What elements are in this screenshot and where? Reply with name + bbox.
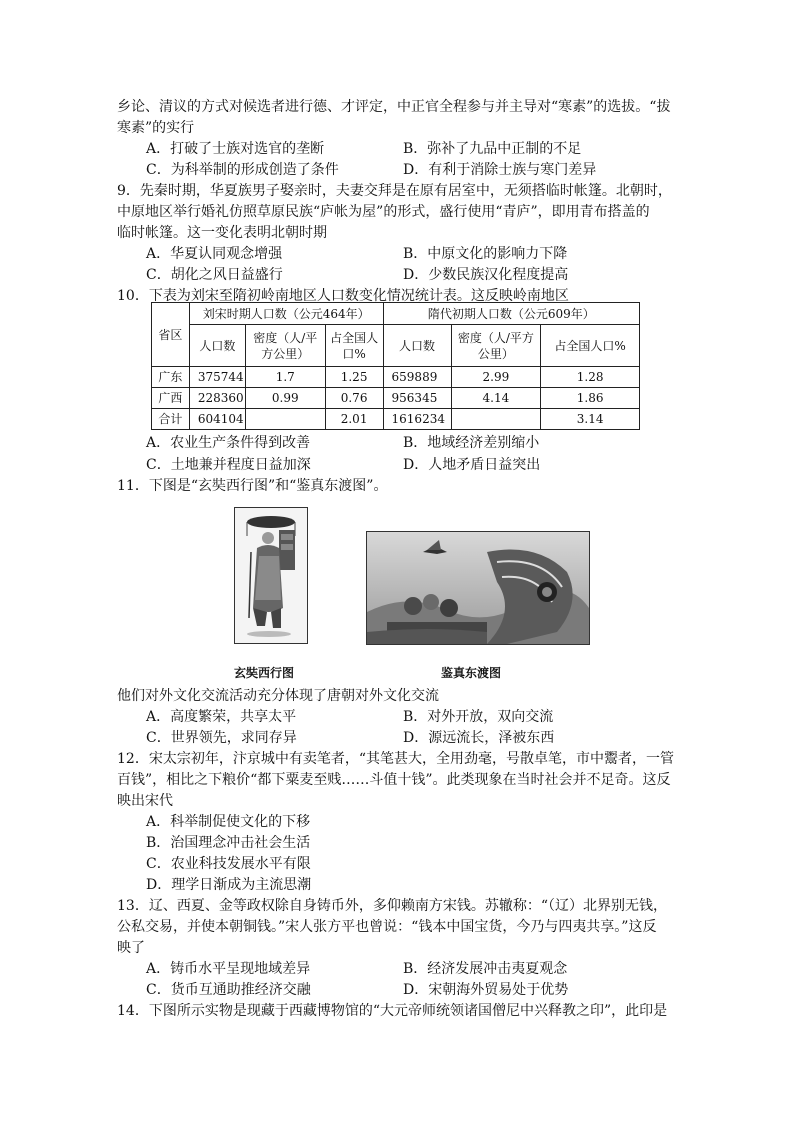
q10-option-b: B．地域经济差别缩小 <box>403 435 540 451</box>
header-pop-sui: 人口数 <box>383 325 451 367</box>
table-row <box>152 367 640 388</box>
population-table <box>151 302 640 430</box>
cell-density-sui <box>451 409 541 430</box>
q11-option-a: A．高度繁荣，共享太平 <box>146 709 297 725</box>
header-region: 省区 <box>152 303 190 367</box>
table-row <box>152 409 640 430</box>
q9-option-a: A．华夏认同观念增强 <box>146 246 283 262</box>
q11-option-d: D．源远流长，泽被东西 <box>403 730 555 746</box>
q13-stem-line3: 映了 <box>117 940 145 956</box>
xuanzang-caption: 玄奘西行图 <box>234 666 295 680</box>
q13-option-b: B．经济发展冲击夷夏观念 <box>403 961 568 977</box>
xuanzang-illustration <box>235 508 307 643</box>
q8-stem-line2: 寒素”的实行 <box>117 120 195 136</box>
header-pop-song: 人口数 <box>189 325 245 367</box>
q12-stem-line3: 映出宋代 <box>117 793 173 809</box>
q8-option-b: B．弥补了九品中正制的不足 <box>403 141 582 157</box>
q9-stem-line2: 中原地区举行婚礼仿照草原民族“庐帐为屋”的形式，盛行使用“青庐”，即用青布搭盖的 <box>117 204 650 220</box>
cell-pop-sui: 659889 <box>383 367 451 388</box>
cell-share-song: 1.25 <box>325 367 383 388</box>
header-density-song: 密度（人/平方公里） <box>245 325 325 367</box>
q11-option-b: B．对外开放，双向交流 <box>403 709 554 725</box>
q12-option-c: C．农业科技发展水平有限 <box>146 856 311 872</box>
q9-option-d: D．少数民族汉化程度提高 <box>403 267 569 283</box>
q13-stem-line2: 公私交易，并使本朝铜钱。”宋人张方平也曾说：“钱本中国宝货，今乃与四夷共享。”这反 <box>117 919 657 935</box>
jianzhen-caption: 鉴真东渡图 <box>441 666 502 680</box>
cell-pop-sui: 956345 <box>383 388 451 409</box>
q10-option-d: D．人地矛盾日益突出 <box>403 457 541 473</box>
q8-option-d: D．有利于消除士族与寒门差异 <box>403 162 597 178</box>
cell-density-song <box>245 409 325 430</box>
cell-pop-song: 228360 <box>189 388 245 409</box>
q9-option-b: B．中原文化的影响力下降 <box>403 246 568 262</box>
q12-option-a: A．科举制促使文化的下移 <box>146 814 311 830</box>
jianzhen-figure <box>366 531 590 645</box>
q13-option-c: C．货币互通助推经济交融 <box>146 982 311 998</box>
q9-stem-line1: 9．先秦时期，华夏族男子娶亲时，夫妻交拜是在原有居室中，无须搭临时帐篷。北朝时， <box>117 183 672 199</box>
cell-density-song: 1.7 <box>245 367 325 388</box>
q10-stem: 10．下表为刘宋至隋初岭南地区人口数变化情况统计表。这反映岭南地区 <box>117 288 569 304</box>
q13-option-a: A．铸币水平呈现地域差异 <box>146 961 311 977</box>
q12-option-b: B．治国理念冲击社会生活 <box>146 835 311 851</box>
header-sui: 隋代初期人口数（公元609年） <box>383 303 639 325</box>
cell-share-sui: 1.86 <box>541 388 640 409</box>
q11-stem2: 他们对外文化交流活动充分体现了唐朝对外文化交流 <box>117 688 439 704</box>
header-liu-song: 刘宋时期人口数（公元464年） <box>189 303 383 325</box>
cell-pop-song: 375744 <box>189 367 245 388</box>
q10-option-c: C．土地兼并程度日益加深 <box>146 457 311 473</box>
cell-region: 广东 <box>152 367 190 388</box>
q8-option-a: A．打破了士族对选官的垄断 <box>146 141 325 157</box>
q12-stem-line2: 百钱”，相比之下粮价“都下粟麦至贱……斗值十钱”。此类现象在当时社会并不足奇。这反 <box>117 772 671 788</box>
cell-density-sui: 2.99 <box>451 367 541 388</box>
cell-region: 广西 <box>152 388 190 409</box>
table-row <box>152 388 640 409</box>
jianzhen-illustration <box>367 532 589 644</box>
q8-option-c: C．为科举制的形成创造了条件 <box>146 162 339 178</box>
cell-share-sui: 3.14 <box>541 409 640 430</box>
q11-stem: 11．下图是“玄奘西行图”和“鉴真东渡图”。 <box>117 478 388 494</box>
q9-option-c: C．胡化之风日益盛行 <box>146 267 283 283</box>
cell-region: 合计 <box>152 409 190 430</box>
cell-density-song: 0.99 <box>245 388 325 409</box>
cell-share-song: 2.01 <box>325 409 383 430</box>
q10-option-a: A．农业生产条件得到改善 <box>146 435 311 451</box>
cell-pop-song: 604104 <box>189 409 245 430</box>
q12-stem-line1: 12．宋太宗初年，汴京城中有卖笔者，“其笔甚大，全用劲毫，号散卓笔，市中鬻者，一管 <box>117 751 674 767</box>
xuanzang-figure <box>234 507 308 644</box>
header-density-sui: 密度（人/平方公里） <box>451 325 541 367</box>
q14-stem-line1: 14．下图所示实物是现藏于西藏博物馆的“大元帝师统领诸国僧尼中兴释教之印”，此印是 <box>117 1003 668 1019</box>
header-share-song: 占全国人口% <box>325 325 383 367</box>
cell-density-sui: 4.14 <box>451 388 541 409</box>
cell-pop-sui: 1616234 <box>383 409 451 430</box>
cell-share-song: 0.76 <box>325 388 383 409</box>
q11-option-c: C．世界领先，求同存异 <box>146 730 297 746</box>
q9-stem-line3: 临时帐篷。这一变化表明北朝时期 <box>117 225 327 241</box>
q8-stem-line1: 乡论、清议的方式对候选者进行德、才评定，中正官全程参与并主导对“寒素”的选拔。“拔 <box>117 99 671 115</box>
cell-share-sui: 1.28 <box>541 367 640 388</box>
q13-option-d: D．宋朝海外贸易处于优势 <box>403 982 569 998</box>
q13-stem-line1: 13．辽、西夏、金等政权除自身铸币外，多仰赖南方宋钱。苏辙称：“（辽）北界别无钱， <box>117 898 667 914</box>
q12-option-d: D．理学日渐成为主流思潮 <box>146 877 312 893</box>
header-share-sui: 占全国人口% <box>541 325 640 367</box>
